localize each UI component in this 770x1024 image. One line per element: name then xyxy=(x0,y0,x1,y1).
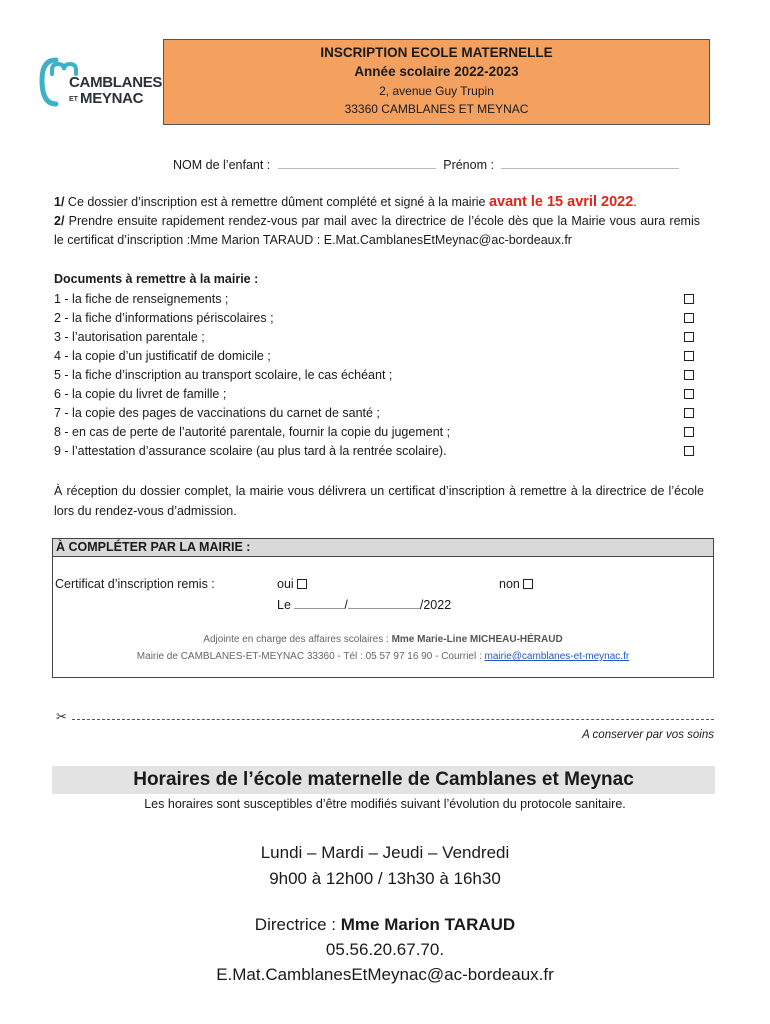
list-item xyxy=(54,442,694,461)
non-label: non xyxy=(499,577,520,591)
contact-prefix: Mairie de CAMBLANES-ET-MEYNAC 33360 - Tél : 05 57 97 16 90 - Courriel : xyxy=(136,651,482,662)
mairie-contact xyxy=(53,651,713,662)
logo-line1: CAMBLANES xyxy=(69,74,163,91)
certificate-label: Certificat d’inscription remis : xyxy=(55,577,215,591)
checkbox[interactable] xyxy=(684,351,694,361)
list-item xyxy=(54,423,694,442)
nom-field[interactable] xyxy=(278,157,436,169)
school-days: Lundi – Mardi – Jeudi – Vendredi xyxy=(260,843,510,862)
school-email: E.Mat.CamblanesEtMeynac@ac-bordeaux.fr xyxy=(216,965,554,984)
director-prefix: Directrice : xyxy=(254,915,337,934)
prenom-field[interactable] xyxy=(501,157,679,169)
dashed-divider xyxy=(72,719,714,720)
document-label: 6 - la copie du livret de famille ; xyxy=(54,387,227,401)
horaires-note: Les horaires sont susceptibles d’être modifiés suivant l’évolution du protocole sanitaire. xyxy=(144,797,626,811)
prenom-label: Prénom : xyxy=(443,158,494,172)
list-item xyxy=(54,328,694,347)
deadline: avant le 15 avril 2022 xyxy=(488,194,634,210)
month-field[interactable] xyxy=(348,597,420,609)
checkbox[interactable] xyxy=(684,408,694,418)
school-address-street: 2, avenue Guy Trupin xyxy=(379,84,494,98)
nom-label: NOM de l’enfant : xyxy=(173,158,271,172)
school-year: Année scolaire 2022-2023 xyxy=(354,64,519,79)
mairie-email-link[interactable]: mairie@camblanes-et-meynac.fr xyxy=(484,651,630,662)
logo-et: ET xyxy=(69,96,78,103)
documents-title: Documents à remettre à la mairie : xyxy=(54,272,259,286)
reception-paragraph: À réception du dossier complet, la mairie vous délivrera un certificat d’inscription à remettre à la directrice de l’école lors du rendez-vous d’admission. xyxy=(54,484,704,518)
checkbox[interactable] xyxy=(684,389,694,399)
document-label: 8 - en cas de perte de l’autorité parentale, fournir la copie du jugement ; xyxy=(54,425,451,439)
checkbox[interactable] xyxy=(684,294,694,304)
day-field[interactable] xyxy=(294,597,344,609)
date-slash: / xyxy=(344,598,348,612)
mairie-section xyxy=(52,538,714,678)
list-item xyxy=(54,404,694,423)
instructions xyxy=(54,193,700,250)
logo-line2: MEYNAC xyxy=(80,90,144,107)
header-box xyxy=(163,39,710,125)
form-title: INSCRIPTION ECOLE MATERNELLE xyxy=(320,45,553,60)
school-address-city: 33360 CAMBLANES ET MEYNAC xyxy=(344,102,529,116)
oui-option xyxy=(277,577,307,591)
document-label: 1 - la fiche de renseignements ; xyxy=(54,292,229,306)
documents-list xyxy=(54,290,694,461)
school-hours: 9h00 à 12h00 / 13h30 à 16h30 xyxy=(269,869,501,888)
adjointe-name: Mme Marie-Line MICHEAU-HÉRAUD xyxy=(391,634,563,645)
checkbox[interactable] xyxy=(684,313,694,323)
cut-line xyxy=(56,709,714,726)
keep-note: A conserver par vos soins xyxy=(582,729,714,741)
oui-checkbox[interactable] xyxy=(297,579,307,589)
adjointe-prefix: Adjointe en charge des affaires scolaires : xyxy=(203,634,389,645)
adjointe-line xyxy=(53,634,713,645)
non-option xyxy=(499,577,533,591)
le-label: Le xyxy=(277,598,291,612)
list-item xyxy=(54,366,694,385)
oui-label: oui xyxy=(277,577,294,591)
checkbox[interactable] xyxy=(684,332,694,342)
scissors-icon: ✂ xyxy=(56,709,67,724)
step-2-number: 2/ xyxy=(54,214,65,228)
non-checkbox[interactable] xyxy=(523,579,533,589)
checkbox[interactable] xyxy=(684,427,694,437)
commune-logo xyxy=(38,56,163,112)
list-item xyxy=(54,385,694,404)
list-item xyxy=(54,309,694,328)
checkbox[interactable] xyxy=(684,370,694,380)
school-phone: 05.56.20.67.70. xyxy=(325,940,445,959)
document-label: 3 - l’autorisation parentale ; xyxy=(54,330,205,344)
list-item xyxy=(54,347,694,366)
document-label: 2 - la fiche d’informations périscolaires ; xyxy=(54,311,274,325)
document-label: 4 - la copie d’un justificatif de domicile ; xyxy=(54,349,271,363)
step-1-text: Ce dossier d’inscription est à remettre dûment complété et signé à la mairie xyxy=(67,195,486,209)
date-year: /2022 xyxy=(419,598,452,612)
child-name-line xyxy=(173,157,679,172)
step-1-end: . xyxy=(633,195,637,209)
date-line xyxy=(277,597,451,612)
director-line xyxy=(0,915,770,935)
director-name: Mme Marion TARAUD xyxy=(340,915,516,934)
document-label: 5 - la fiche d’inscription au transport scolaire, le cas échéant ; xyxy=(54,368,393,382)
document-label: 9 - l’attestation d’assurance scolaire (au plus tard à la rentrée scolaire). xyxy=(54,444,447,458)
document-label: 7 - la copie des pages de vaccinations du carnet de santé ; xyxy=(54,406,380,420)
step-2-text: Prendre ensuite rapidement rendez-vous par mail avec la directrice de l’école dès que la Mairie vous aura remis le certificat d’inscription :Mme Marion TARAUD : E.Mat.CamblanesEtMeynac@ac-bordeaux.fr xyxy=(54,214,700,247)
step-1-number: 1/ xyxy=(54,195,65,209)
checkbox[interactable] xyxy=(684,446,694,456)
horaires-title: Horaires de l’école maternelle de Camblanes et Meynac xyxy=(52,766,715,794)
list-item xyxy=(54,290,694,309)
mairie-heading: À COMPLÉTER PAR LA MAIRIE : xyxy=(53,539,713,557)
